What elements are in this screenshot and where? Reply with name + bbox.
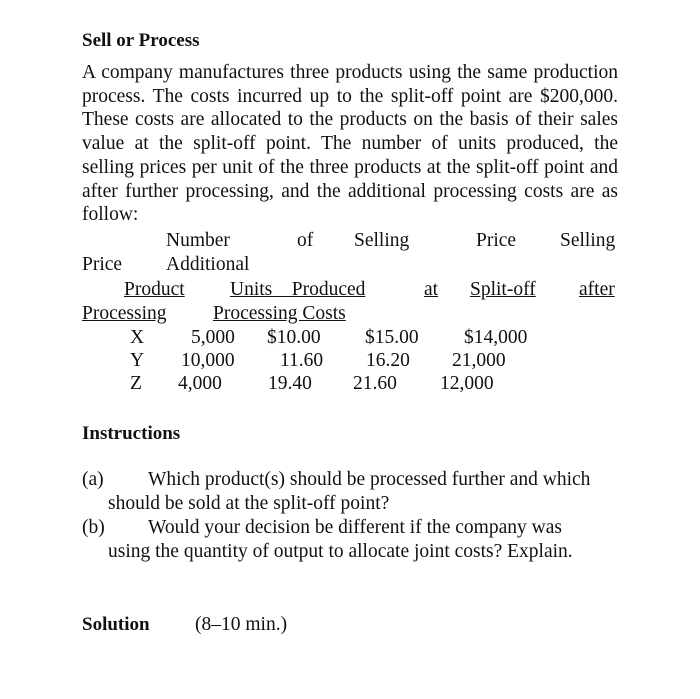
header-price-2: Price xyxy=(82,254,123,275)
header-additional: Additional xyxy=(166,254,250,275)
solution-label: Solution xyxy=(82,614,150,635)
instructions-heading: Instructions xyxy=(82,423,181,444)
row-x-price-split: $10.00 xyxy=(267,327,321,348)
header-selling-2: Selling xyxy=(560,230,616,251)
instruction-a-line2: should be sold at the split-off point? xyxy=(108,493,390,514)
row-x-product: X xyxy=(130,327,145,348)
row-z-price-split: 19.40 xyxy=(268,373,312,394)
header-split-off: Split-off xyxy=(470,279,536,300)
instruction-b-label: (b) xyxy=(82,517,105,538)
header-units-produced: Units Produced xyxy=(230,279,366,300)
row-y-costs: 21,000 xyxy=(452,350,506,371)
row-z-units: 4,000 xyxy=(178,373,222,394)
header-selling: Selling xyxy=(354,230,410,251)
problem-paragraph: A company manufactures three products using the same production process. The costs incurred up to the split-off point are $200,000. These costs are allocated to the products on the basis of their sales value at the split-off point. The number of units produced, the selling prices per unit of the three products at the split-off point and after further processing, and the additional processing costs are as follow: xyxy=(82,62,618,226)
header-after: after xyxy=(579,279,615,300)
header-of: of xyxy=(297,230,314,251)
row-z-costs: 12,000 xyxy=(440,373,494,394)
row-z-price-after: 21.60 xyxy=(353,373,397,394)
solution-time: (8–10 min.) xyxy=(195,614,288,635)
header-number: Number xyxy=(166,230,230,251)
row-y-product: Y xyxy=(130,350,145,371)
row-x-costs: $14,000 xyxy=(464,327,528,348)
header-price: Price xyxy=(476,230,517,251)
instruction-b-line1: Would your decision be different if the company was xyxy=(148,517,562,538)
row-y-units: 10,000 xyxy=(181,350,235,371)
header-processing: Processing xyxy=(82,303,167,324)
document-title: Sell or Process xyxy=(82,30,200,51)
instruction-a-label: (a) xyxy=(82,469,104,490)
header-product: Product xyxy=(124,279,185,300)
row-y-price-split: 11.60 xyxy=(280,350,324,371)
row-z-product: Z xyxy=(130,373,142,394)
instruction-b-line2: using the quantity of output to allocate joint costs? Explain. xyxy=(108,541,573,562)
row-y-price-after: 16.20 xyxy=(366,350,410,371)
row-x-units: 5,000 xyxy=(191,327,235,348)
row-x-price-after: $15.00 xyxy=(365,327,419,348)
instruction-a-line1: Which product(s) should be processed further and which xyxy=(148,469,591,490)
header-at: at xyxy=(424,279,439,300)
header-processing-costs: Processing Costs xyxy=(213,303,346,324)
